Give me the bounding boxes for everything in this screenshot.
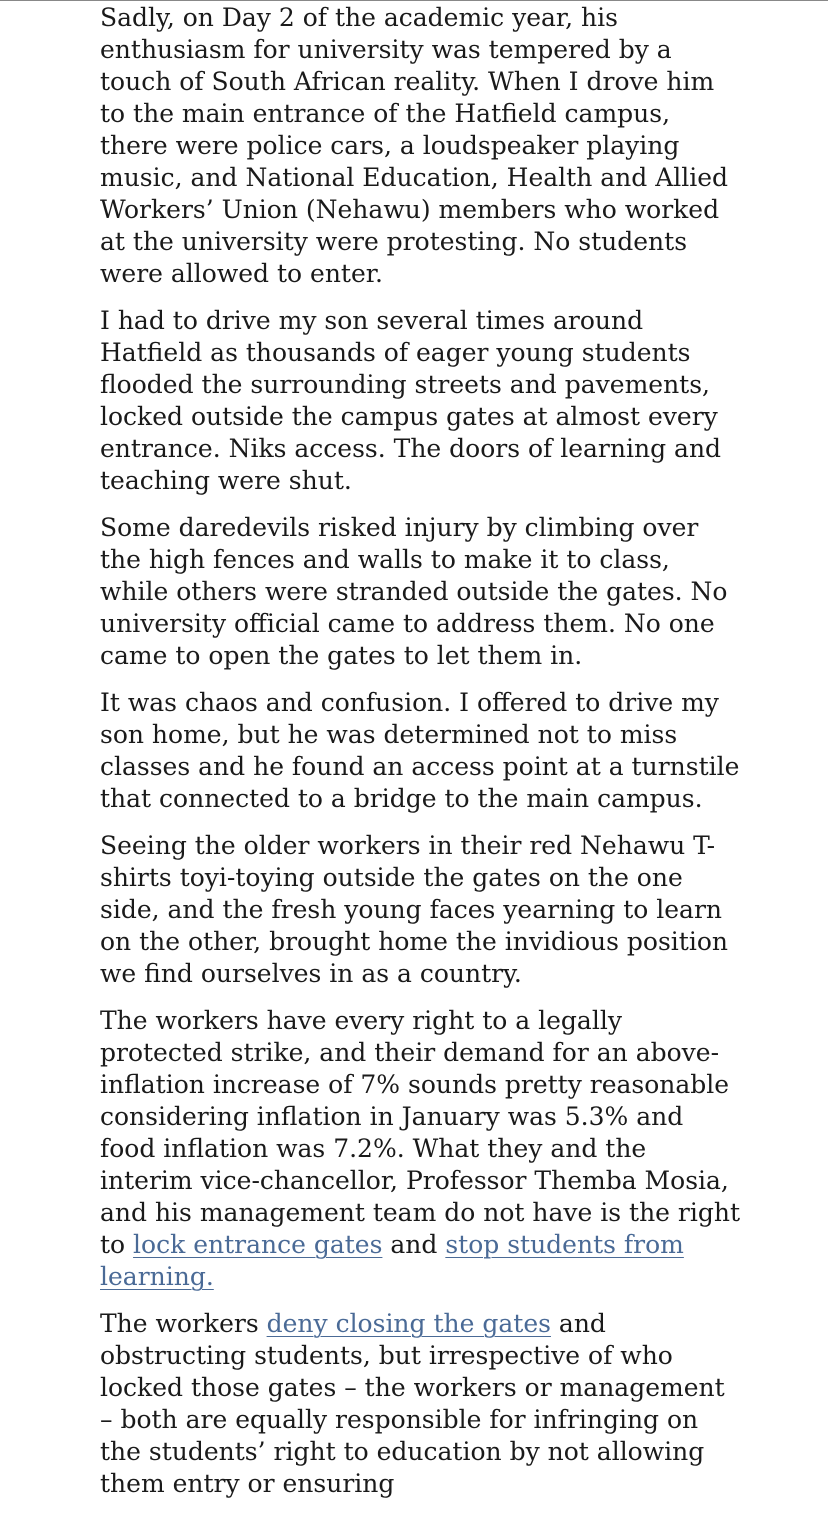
stop-students-learning-link[interactable]: stop students from learning. [100, 1230, 684, 1291]
paragraph-7-text-end: and obstructing students, but irrespective of who locked those gates – the workers or management – both are equally responsible for infringing on the students’ right to education by not allowing them entry or ensuring [100, 1309, 725, 1498]
top-divider [0, 0, 828, 1]
article-body [100, 2, 740, 1515]
paragraph-7 [100, 1308, 740, 1500]
paragraph-7-text-start: The workers [100, 1309, 267, 1338]
paragraph-1: Sadly, on Day 2 of the academic year, his enthusiasm for university was tempered by a touch of South African reality. When I drove him to the main entrance of the Hatfield campus, there were police cars, a loudspeaker playing music, and National Education, Health and Allied Workers’ Union (Nehawu) members who worked at the university were protesting. No students were allowed to enter. [100, 3, 729, 288]
lock-entrance-gates-link[interactable]: lock entrance gates [133, 1230, 383, 1259]
paragraph-3: Some daredevils risked injury by climbing over the high fences and walls to make it to class, while others were stranded outside the gates. No university official came to address them. No one came to open the gates to let them in. [100, 513, 728, 670]
paragraph-6-text-middle: and [382, 1230, 446, 1259]
paragraph-5: Seeing the older workers in their red Nehawu T-shirts toyi-toying outside the gates on the one side, and the fresh young faces yearning to learn on the other, brought home the invidious position we find ourselves in as a country. [100, 831, 728, 988]
paragraph-6 [100, 1005, 740, 1293]
deny-closing-gates-link[interactable]: deny closing the gates [266, 1309, 551, 1338]
paragraph-2: I had to drive my son several times around Hatfield as thousands of eager young students flooded the surrounding streets and pavements, locked outside the campus gates at almost every entrance. Niks access. The doors of learning and teaching were shut. [100, 306, 722, 495]
paragraph-6-text-start: The workers have every right to a legally protected strike, and their demand for an above-inflation increase of 7% sounds pretty reasonable considering inflation in January was 5.3% and food inflation was 7.2%. What they and the interim vice-chancellor, Professor Themba Mosia, and his management team do not have is the right to [100, 1006, 741, 1259]
paragraph-4: It was chaos and confusion. I offered to drive my son home, but he was determined not to miss classes and he found an access point at a turnstile that connected to a bridge to the main campus. [100, 688, 740, 813]
